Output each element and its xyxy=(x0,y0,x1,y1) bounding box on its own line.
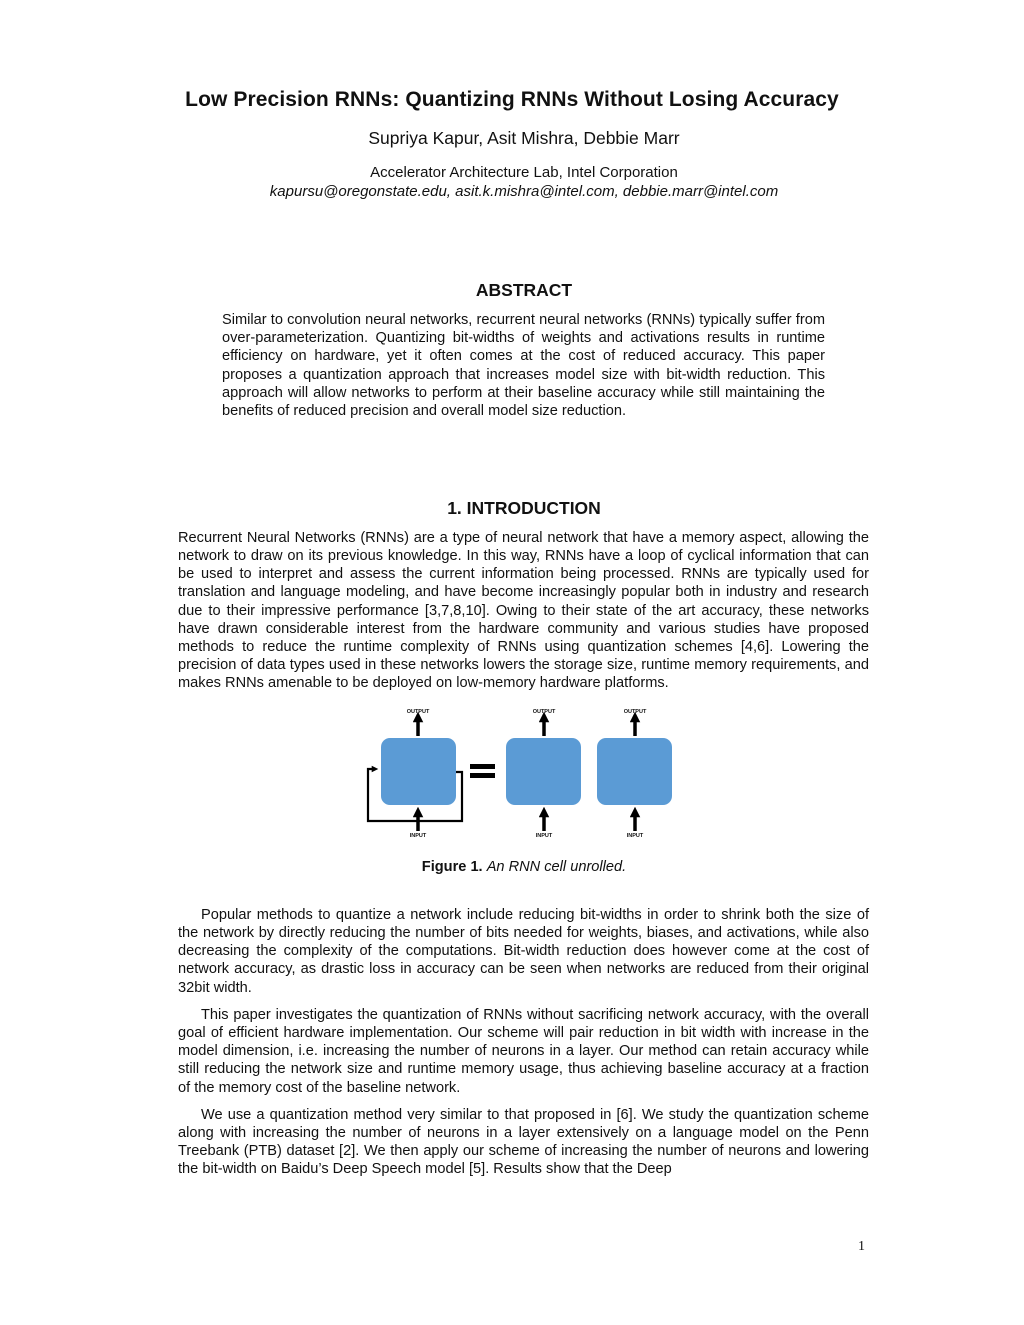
rnn-cell-unrolled-2 xyxy=(597,738,672,805)
author-list: Supriya Kapur, Asit Mishra, Debbie Marr xyxy=(368,128,680,148)
abstract-text: Similar to convolution neural networks, recurrent neural networks (RNNs) typically suffer from over-parameterization. Quantizing bit-widths of weights and activations results in runtime efficiency on hardware, yet it often comes at the cost of reduced accuracy. This paper proposes a quantization approach that increases model size with bit-width reduction. This approach will allow networks to perform at their baseline accuracy while still maintaining the benefits of reduced precision and overall model size reduction. xyxy=(222,312,825,420)
rnn-unrolled-figure xyxy=(350,700,690,850)
intro-paragraph-3: This paper investigates the quantization of RNNs without sacrificing network accuracy, with the overall goal of efficient hardware implementation. Our scheme will pair reduction in bit width with increase in the model dimension, i.e. increasing the number of neurons in a layer. Our method can retain accuracy while still reducing the network size and runtime memory usage, thus achieving baseline accuracy at a fraction of the memory cost of the baseline network. xyxy=(178,1007,869,1096)
figure-caption-label: Figure 1. xyxy=(421,859,483,875)
rnn-cell-folded xyxy=(381,738,456,805)
input-label: INPUT xyxy=(626,833,644,839)
output-label: OUTPUT xyxy=(623,709,647,715)
intro-paragraph-4: We use a quantization method very similar to that proposed in [6]. We study the quantization scheme along with increasing the number of neurons in a layer extensively on a language model on the Penn Treebank (PTB) dataset [2]. We then apply our scheme of increasing the number of neurons and lowering the bit-width on Baidu’s Deep Speech model [5]. Results show that the Deep xyxy=(178,1107,869,1178)
page-number: 1 xyxy=(858,1239,865,1254)
rnn-cell-unrolled-1 xyxy=(506,738,581,805)
introduction-heading: 1. INTRODUCTION xyxy=(447,498,601,518)
equals-sign-top xyxy=(470,764,495,769)
output-label: OUTPUT xyxy=(532,709,556,715)
abstract-heading: ABSTRACT xyxy=(475,280,573,300)
input-label: INPUT xyxy=(409,833,427,839)
intro-paragraph-1: Recurrent Neural Networks (RNNs) are a type of neural network that have a memory aspect, allowing the network to draw on its previous knowledge. In this way, RNNs have a loop of cyclical information that can be used to interpret and assess the current information being processed. RNNs are typically used for translation and language modeling, and have become increasingly popular both in industry and research due to their impressive performance [3,7,8,10]. Owing to their state of the art accuracy, these networks have drawn considerable interest from the hardware community and various studies have proposed methods to reduce the runtime complexity of RNNs using quantization schemes [4,6]. Lowering the precision of data types used in these networks lowers the storage size, runtime memory requirements, and makes RNNs amenable to be deployed on low-memory hardware platforms. xyxy=(178,530,869,692)
intro-paragraph-2: Popular methods to quantize a network include reducing bit-widths in order to shrink both the size of the network by directly reducing the number of bits needed for weights, biases, and activations, while also decreasing the complexity of the computations. Bit-width reduction does however come at the cost of network accuracy, as drastic loss in accuracy can be seen when networks are reduced from their original 32bit width. xyxy=(178,907,869,996)
input-label: INPUT xyxy=(535,833,553,839)
figure-caption xyxy=(0,859,1024,875)
equals-sign-bottom xyxy=(470,773,495,778)
output-label: OUTPUT xyxy=(406,709,430,715)
affiliation: Accelerator Architecture Lab, Intel Corporation xyxy=(370,164,678,181)
author-emails: kapursu@oregonstate.edu, asit.k.mishra@intel.com, debbie.marr@intel.com xyxy=(269,183,779,200)
paper-title: Low Precision RNNs: Quantizing RNNs Without Losing Accuracy xyxy=(185,88,839,111)
figure-caption-text: An RNN cell unrolled. xyxy=(486,859,627,875)
